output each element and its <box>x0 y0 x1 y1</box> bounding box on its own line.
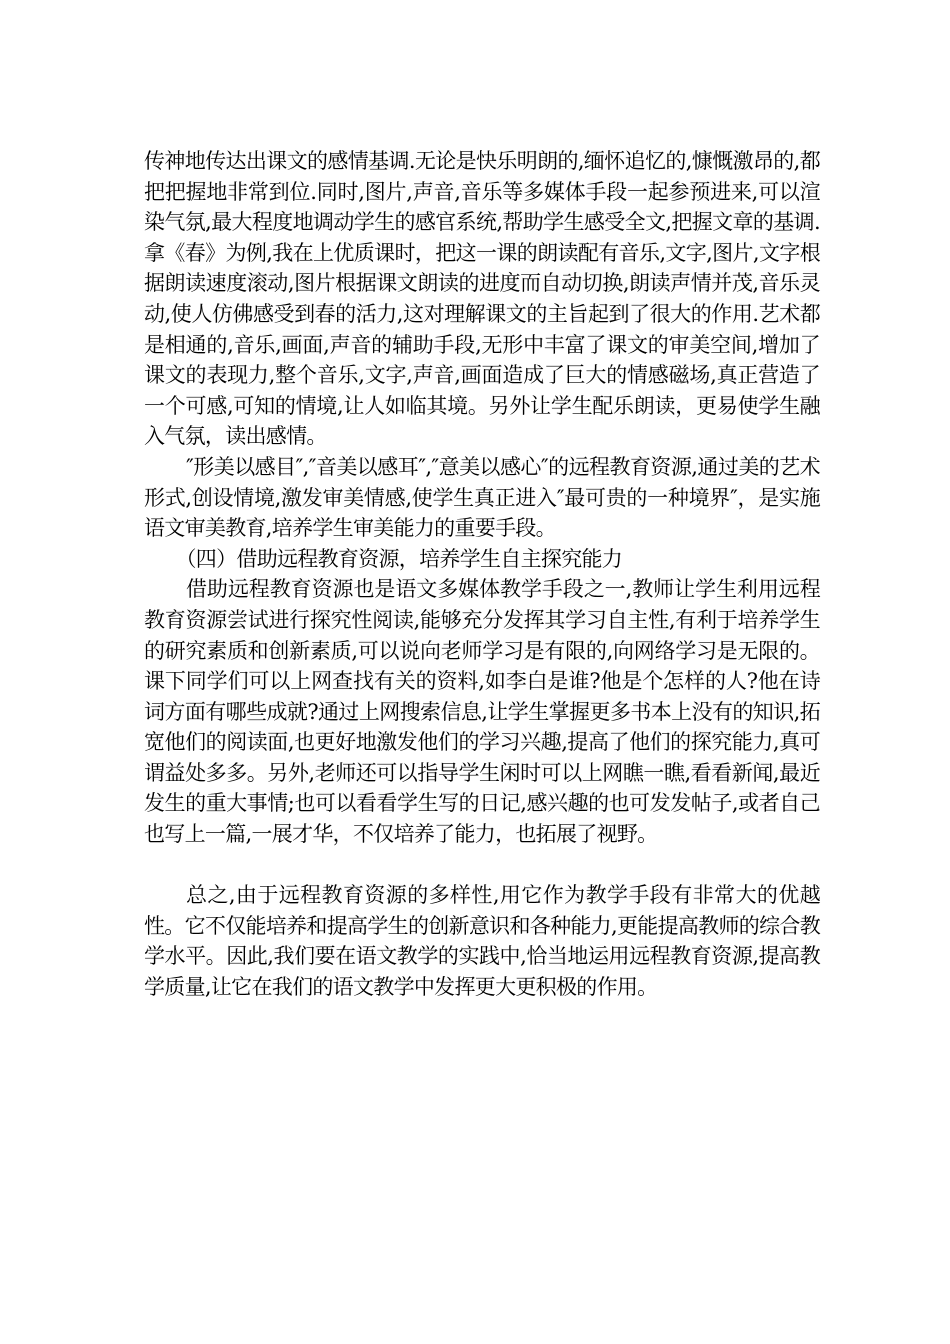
paragraph-self-inquiry: 借助远程教育资源也是语文多媒体教学手段之一,教师让学生利用远程教育资源尝试进行探究性阅读,能够充分发挥其学习自主性,有利于培养学生的研究素质和创新素质,可以说向老师学习是有限的,向网络学习是无限的。课下同学们可以上网查找有关的资料,如李白是谁?他是个怎样的人?他在诗词方面有哪些成就?通过上网搜索信息,让学生掌握更多书本上没有的知识,拓宽他们的阅读面,也更好地激发他们的学习兴趣,提高了他们的探究能力,真可谓益处多多。另外,老师还可以指导学生闲时可以上网瞧一瞧,看看新闻,最近发生的重大事情;也可以看看学生写的日记,感兴趣的也可发发帖子,或者自己也写上一篇,一展才华，不仅培养了能力，也拓展了视野。 <box>144 577 820 847</box>
document-body <box>144 146 820 1003</box>
section-heading-four: （四）借助远程教育资源，培养学生自主探究能力 <box>175 546 623 571</box>
paragraph-aesthetic-education: ″形美以感目″,″音美以感耳″,″意美以感心″的远程教育资源,通过美的艺术形式,创设情境,激发审美情感,使学生真正进入″最可贵的一种境界″，是实施语文审美教育,培养学生审美能力的重要手段。 <box>144 454 820 541</box>
paragraph-conclusion: 总之,由于远程教育资源的多样性,用它作为教学手段有非常大的优越性。它不仅能培养和提高学生的创新意识和各种能力,更能提高教师的综合教学水平。因此,我们要在语文教学的实践中,恰当地运用远程教育资源,提高教学质量,让它在我们的语文教学中发挥更大更积极的作用。 <box>144 883 820 1000</box>
blank-line <box>144 850 820 881</box>
paragraph-continued: 传神地传达出课文的感情基调.无论是快乐明朗的,缅怀追忆的,慷慨激昂的,都把把握地非常到位.同时,图片,声音,音乐等多媒体手段一起参预进来,可以渲染气氛,最大程度地调动学生的感官系统,帮助学生感受全文,把握文章的基调.拿《春》为例,我在上优质课时，把这一课的朗读配有音乐,文字,图片,文字根据朗读速度滚动,图片根据课文朗读的进度而自动切换,朗读声情并茂,音乐灵动,使人仿佛感受到春的活力,这对理解课文的主旨起到了很大的作用.艺术都是相通的,音乐,画面,声音的辅助手段,无形中丰富了课文的审美空间,增加了课文的表现力,整个音乐,文字,声音,画面造成了巨大的情感磁场,真正营造了一个可感,可知的情境,让人如临其境。另外让学生配乐朗读，更易使学生融入气氛，读出感情。 <box>144 149 820 449</box>
